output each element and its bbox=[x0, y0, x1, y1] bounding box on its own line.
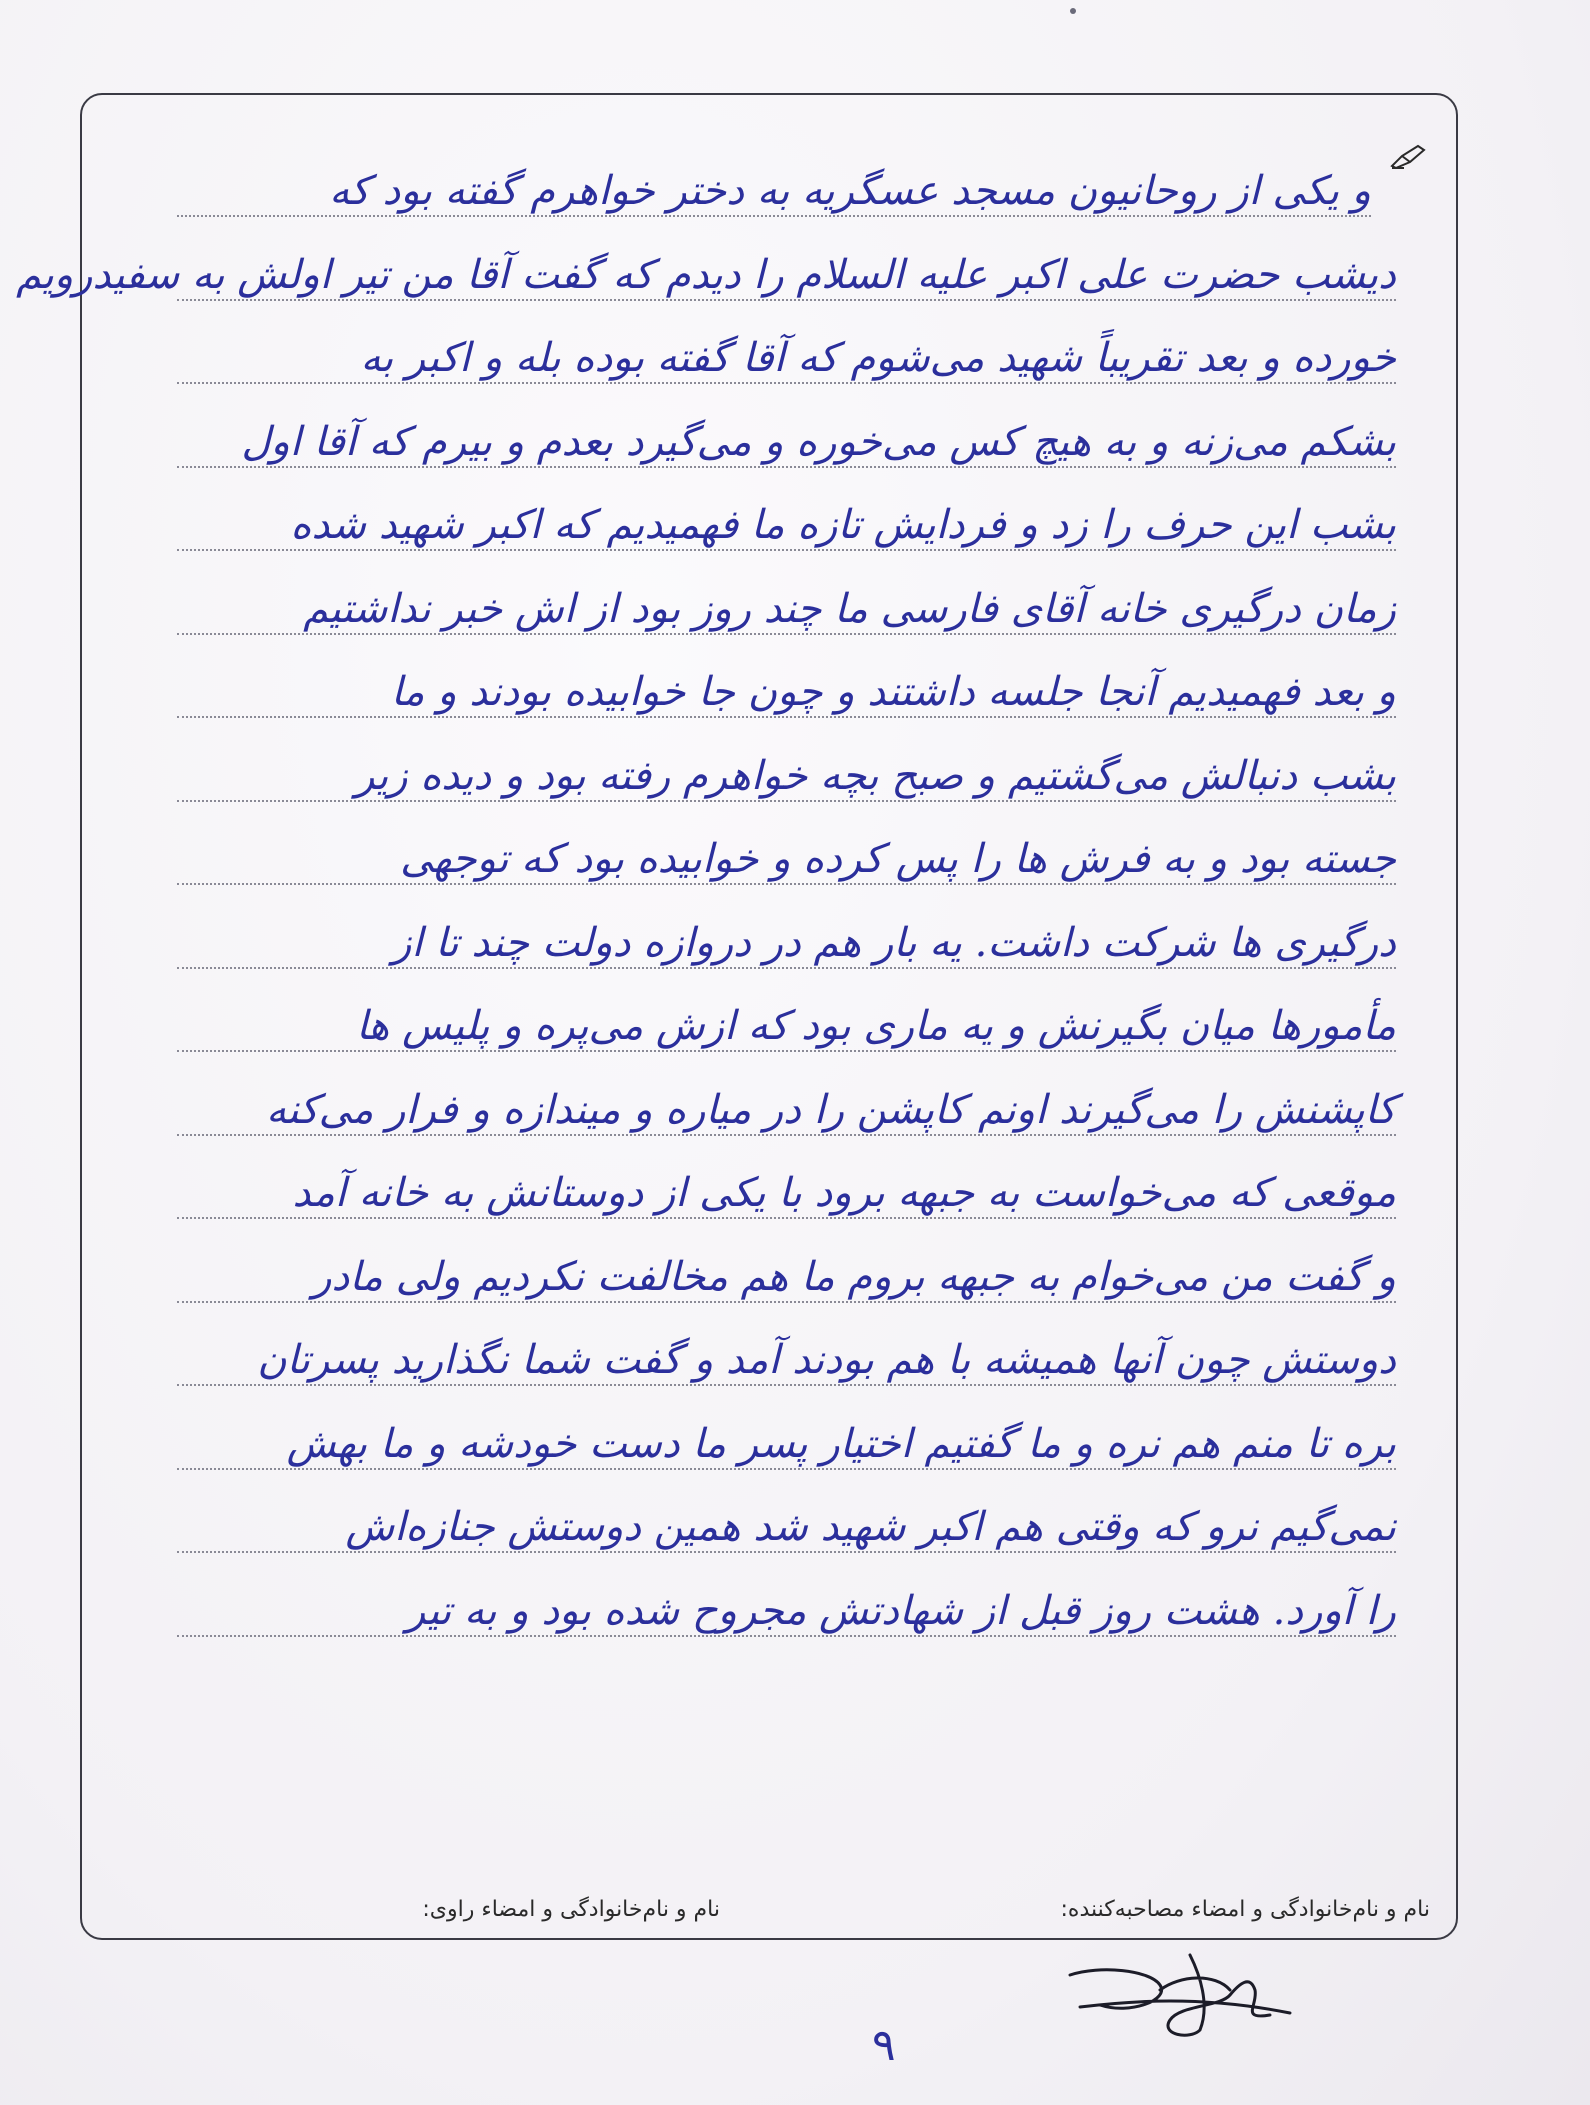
handwritten-text: خورده و بعد تقریباً شهید می‌شوم که آقا گفته بوده بله و اکبر به bbox=[360, 335, 1396, 381]
text-line bbox=[177, 1145, 1396, 1227]
lined-form-frame bbox=[16, 93, 1458, 1940]
dotted-rule bbox=[177, 382, 1396, 384]
text-line bbox=[177, 1563, 1396, 1645]
pen-icon bbox=[1390, 142, 1428, 170]
handwritten-text: بشب دنبالش می‌گشتیم و صبح بچه خواهرم رفته بود و دیده زیر bbox=[355, 752, 1396, 799]
dotted-rule bbox=[177, 1384, 1396, 1386]
text-line bbox=[177, 1312, 1396, 1394]
handwritten-text: دوستش چون آنها همیشه با هم بودند آمد و گفت شما نگذارید پسرتان bbox=[257, 1337, 1396, 1383]
text-line bbox=[177, 978, 1396, 1060]
handwritten-text: بشکم می‌زنه و به هیچ کس می‌خوره و می‌گیرد بعدم و بیرم که آقا اول bbox=[241, 418, 1396, 465]
text-line bbox=[177, 1062, 1396, 1144]
dotted-rule bbox=[177, 549, 1396, 551]
handwritten-text: مأمورها میان بگیرنش و یه ماری بود که ازش می‌پره و پلیس ها bbox=[356, 1003, 1396, 1049]
handwritten-text: درگیری ها شرکت داشت. یه بار هم در دروازه دولت چند تا از bbox=[392, 919, 1396, 966]
dotted-rule bbox=[177, 466, 1396, 468]
interviewer-signature-label: نام و نام‌خانوادگی و امضاء مصاحبه‌کننده: bbox=[1060, 1897, 1430, 1922]
handwritten-text: بره تا منم هم نره و ما گفتیم اختیار پسر ما دست خودشه و ما بهش bbox=[286, 1420, 1396, 1467]
page-number: ۹ bbox=[872, 2020, 896, 2071]
handwritten-text: زمان درگیری خانه آقای فارسی ما چند روز بود از اش خبر نداشتیم bbox=[303, 585, 1396, 632]
handwritten-lines bbox=[16, 95, 1456, 1938]
text-line bbox=[177, 394, 1396, 476]
text-line bbox=[177, 728, 1396, 810]
text-line bbox=[177, 143, 1371, 225]
dotted-rule bbox=[177, 1134, 1396, 1136]
handwritten-text: و بعد فهمیدیم آنجا جلسه داشتند و چون جا خوابیده بودند و ما bbox=[390, 669, 1396, 715]
dotted-rule bbox=[177, 633, 1396, 635]
text-line bbox=[177, 811, 1396, 893]
text-line bbox=[177, 1229, 1396, 1311]
signature bbox=[1040, 1935, 1330, 2055]
handwritten-text: جسته بود و به فرش ها را پس کرده و خوابیده بود که توجهی bbox=[400, 836, 1396, 882]
text-line bbox=[177, 1479, 1396, 1561]
handwritten-text: بشب این حرف را زد و فردایش تازه ما فهمیدیم که اکبر شهید شده bbox=[290, 502, 1396, 548]
dotted-rule bbox=[177, 800, 1396, 802]
text-line bbox=[177, 644, 1396, 726]
handwritten-text: دیشب حضرت علی اکبر علیه السلام را دیدم که گفت آقا من تیر اولش به سفیدرویم bbox=[16, 251, 1396, 298]
dotted-rule bbox=[177, 716, 1396, 718]
dotted-rule bbox=[177, 299, 1396, 301]
text-line bbox=[177, 1396, 1396, 1478]
handwritten-text: موقعی که می‌خواست به جبهه برود با یکی از دوستانش به خانه آمد bbox=[292, 1170, 1396, 1216]
handwritten-text: و یکی از روحانیون مسجد عسگریه به دختر خواهرم گفته بود که bbox=[329, 168, 1371, 214]
text-line bbox=[177, 561, 1396, 643]
dotted-rule bbox=[177, 1635, 1396, 1637]
handwritten-text: را آورد. هشت روز قبل از شهادتش مجروح شده بود و به تیر bbox=[406, 1587, 1396, 1634]
dotted-rule bbox=[177, 215, 1371, 217]
handwritten-text: کاپشنش را می‌گیرند اونم کاپشن را در میاره و میندازه و فرار می‌کنه bbox=[266, 1086, 1396, 1133]
text-line bbox=[16, 227, 1396, 309]
dotted-rule bbox=[177, 1050, 1396, 1052]
narrator-signature-label: نام و نام‌خانوادگی و امضاء راوی: bbox=[422, 1897, 720, 1922]
dotted-rule bbox=[177, 883, 1396, 885]
dotted-rule bbox=[177, 1468, 1396, 1470]
text-line bbox=[177, 895, 1396, 977]
dotted-rule bbox=[177, 967, 1396, 969]
dotted-rule bbox=[177, 1551, 1396, 1553]
text-line bbox=[177, 310, 1396, 392]
handwritten-text: و گفت من می‌خوام به جبهه بروم ما هم مخالفت نکردیم ولی مادر bbox=[312, 1253, 1396, 1300]
dust-mark bbox=[1070, 8, 1076, 14]
handwritten-text: نمی‌گیم نرو که وقتی هم اکبر شهید شد همین دوستش جنازه‌اش bbox=[345, 1504, 1396, 1550]
text-line bbox=[177, 477, 1396, 559]
dotted-rule bbox=[177, 1217, 1396, 1219]
dotted-rule bbox=[177, 1301, 1396, 1303]
